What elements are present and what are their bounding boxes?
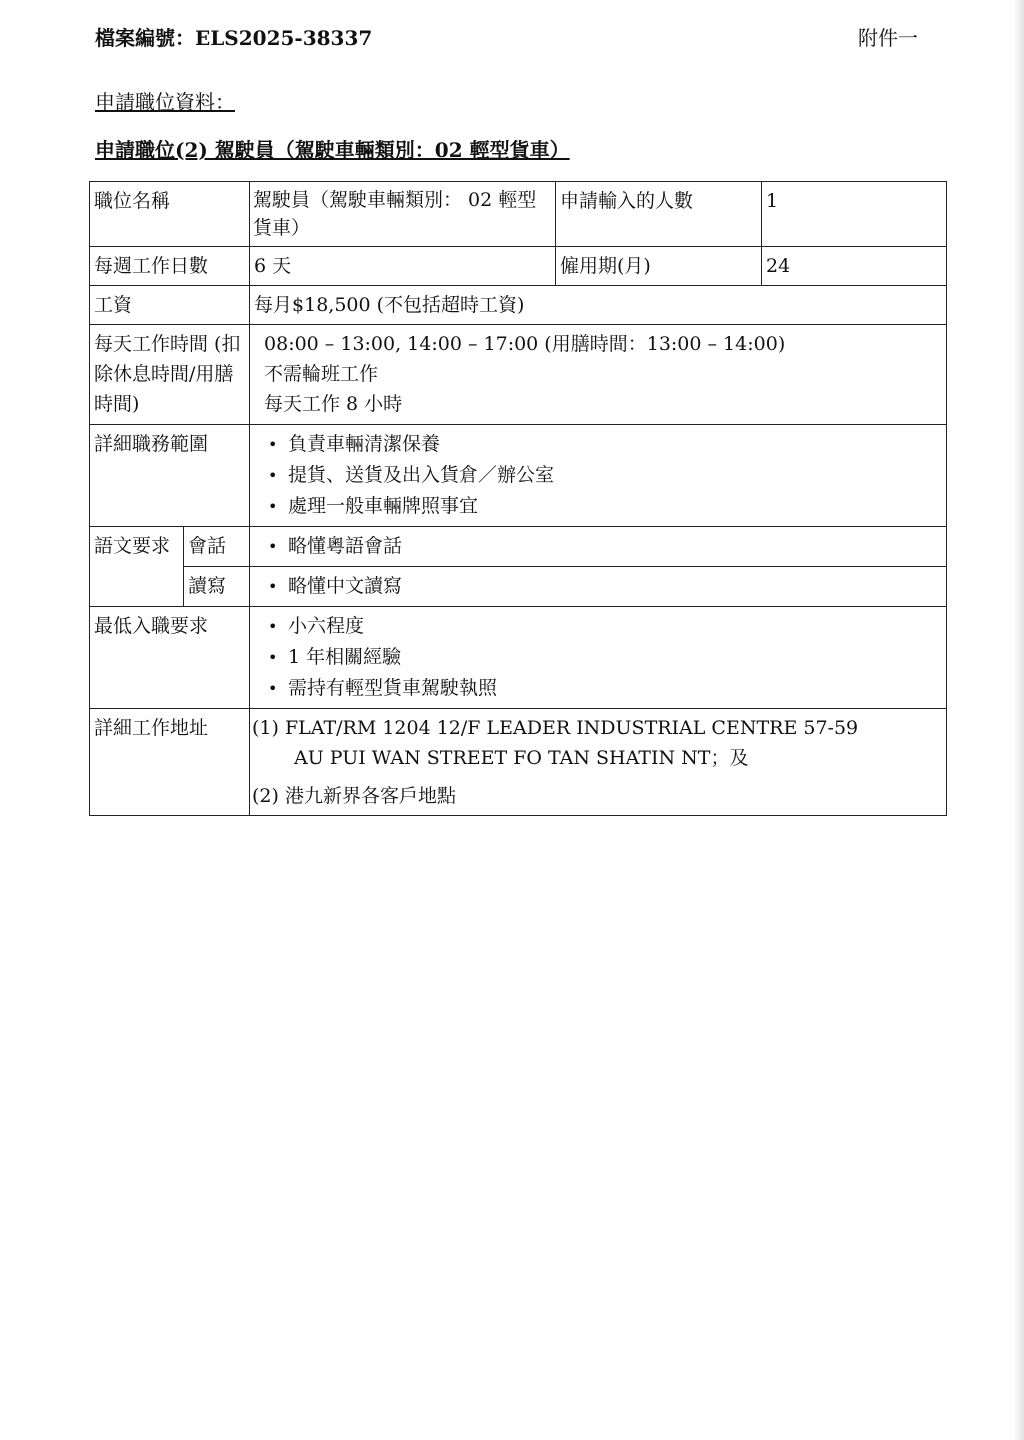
duties-label: 詳細職務範圍	[90, 425, 250, 527]
import-count-value: 1	[762, 182, 947, 247]
scan-edge-shadow	[1014, 0, 1024, 1440]
hours-label: 每天工作時間 (扣除休息時間/用膳時間)	[90, 325, 250, 425]
job-details-table	[89, 181, 947, 816]
list-item: • 略懂中文讀寫	[268, 571, 942, 602]
language-label: 語文要求	[90, 527, 184, 607]
employment-period-value: 24	[762, 247, 947, 286]
list-item: • 小六程度	[268, 611, 942, 642]
table-row	[90, 182, 947, 247]
list-item: • 需持有輕型貨車駕駛執照	[268, 673, 942, 704]
min-req-value	[250, 607, 947, 709]
table-row	[90, 567, 947, 607]
list-item: • 負責車輛清潔保養	[268, 429, 942, 460]
min-req-label: 最低入職要求	[90, 607, 250, 709]
hours-line: 08:00 – 13:00, 14:00 – 17:00 (用膳時間：13:00 – 14:00)	[264, 333, 786, 355]
table-row	[90, 709, 947, 816]
table-row	[90, 325, 947, 425]
written-label: 讀寫	[184, 567, 250, 607]
job-title-label: 職位名稱	[90, 182, 250, 247]
spoken-value	[250, 527, 947, 567]
hours-value	[250, 325, 947, 425]
table-row	[90, 425, 947, 527]
list-item: • 提貨、送貨及出入貨倉／辦公室	[268, 460, 942, 491]
min-req-list	[254, 611, 942, 704]
address-line: (1) FLAT/RM 1204 12/F LEADER INDUSTRIAL CENTRE 57-59	[252, 717, 859, 739]
file-number: 檔案編號：ELS2025-38337	[95, 26, 373, 50]
work-days-label: 每週工作日數	[90, 247, 250, 286]
table-row	[90, 527, 947, 567]
table-row	[90, 607, 947, 709]
hours-line: 不需輪班工作	[264, 363, 379, 385]
hours-line: 每天工作 8 小時	[264, 393, 403, 415]
wage-value: 每月$18,500 (不包括超時工資)	[250, 286, 947, 325]
section-info-title: 申請職位資料：	[95, 90, 235, 114]
address-label: 詳細工作地址	[90, 709, 250, 816]
address-line: AU PUI WAN STREET FO TAN SHATIN NT；及	[294, 747, 749, 769]
wage-label: 工資	[90, 286, 250, 325]
list-item: • 略懂粵語會話	[268, 531, 942, 562]
list-item: • 處理一般車輛牌照事宜	[268, 491, 942, 522]
list-item: • 1 年相關經驗	[268, 642, 942, 673]
address-value	[250, 709, 947, 816]
duties-list	[254, 429, 942, 522]
import-count-label: 申請輸入的人數	[556, 182, 762, 247]
written-value	[250, 567, 947, 607]
table-row	[90, 286, 947, 325]
table-row	[90, 247, 947, 286]
spoken-label: 會話	[184, 527, 250, 567]
address-line: (2) 港九新界各客戶地點	[252, 785, 456, 807]
section-position-title: 申請職位(2) 駕駛員（駕駛車輛類別：02 輕型貨車）	[95, 138, 570, 162]
employment-period-label: 僱用期(月)	[556, 247, 762, 286]
annex-label: 附件一	[858, 26, 918, 50]
duties-value	[250, 425, 947, 527]
work-days-value: 6 天	[250, 247, 556, 286]
job-title-value: 駕駛員（駕駛車輛類別： 02 輕型貨車）	[250, 182, 556, 247]
